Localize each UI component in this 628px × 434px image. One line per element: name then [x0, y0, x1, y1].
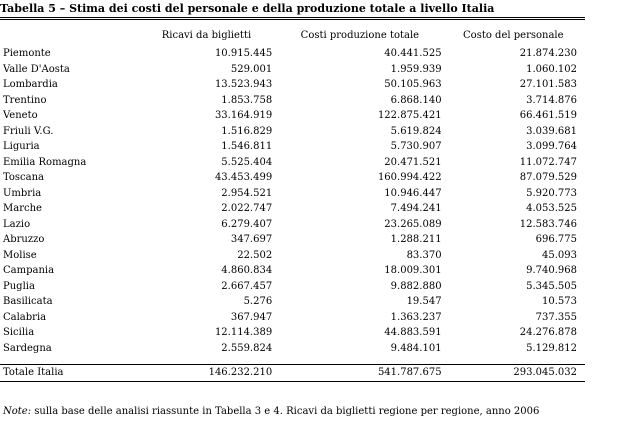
costi-cell: 6.868.140	[390, 94, 442, 106]
table-row	[0, 232, 585, 248]
costi-cell: 1.363.237	[390, 311, 442, 323]
footnote-text: sulla base delle analisi riassunte in Tabella 3 e 4. Ricavi da biglietti regione per regione, anno 2006	[31, 406, 540, 417]
table-row	[0, 124, 585, 140]
region-cell: Lombardia	[3, 79, 58, 90]
ricavi-cell: 347.697	[230, 234, 273, 245]
table-row	[0, 62, 585, 78]
table-row	[0, 139, 585, 155]
table-row	[0, 155, 585, 171]
title-rule-bottom	[0, 19, 585, 20]
costi-cell: 7.494.241	[390, 203, 442, 214]
region-cell: Friuli V.G.	[3, 125, 54, 137]
personale-cell: 5.129.812	[526, 342, 577, 354]
region-cell: Piemonte	[3, 48, 51, 59]
region-cell: Emilia Romagna	[3, 156, 87, 168]
table-row	[0, 294, 585, 310]
personale-cell: 3.099.764	[526, 141, 577, 152]
footnote	[3, 406, 539, 417]
region-cell: Liguria	[3, 141, 40, 152]
total-row	[0, 365, 585, 382]
header-row	[0, 26, 585, 46]
region-cell: Sardegna	[3, 342, 52, 354]
costi-cell: 9.882.880	[390, 280, 442, 292]
table-row	[0, 93, 585, 109]
table-row	[0, 310, 585, 326]
ricavi-cell: 5.525.404	[221, 156, 273, 168]
region-cell: Trentino	[3, 94, 47, 106]
table-row	[0, 341, 585, 357]
table-row	[0, 46, 585, 62]
ricavi-cell: 2.022.747	[221, 203, 273, 214]
personale-cell: 5.345.505	[526, 280, 577, 292]
ricavi-cell: 1.853.758	[221, 94, 273, 106]
costi-cell: 20.471.521	[384, 156, 442, 168]
ricavi-cell: 529.001	[230, 63, 273, 75]
region-cell: Valle D'Aosta	[3, 63, 70, 75]
title-rule-top	[0, 17, 585, 18]
table-row	[0, 279, 585, 295]
region-cell: Basilicata	[3, 296, 53, 307]
region-cell: Campania	[3, 265, 55, 276]
ricavi-cell: 22.502	[237, 249, 273, 261]
costi-cell: 1.288.211	[390, 234, 442, 245]
costi-cell: 1.959.939	[390, 63, 442, 75]
ricavi-cell: 33.164.919	[214, 110, 273, 121]
personale-cell: 9.740.968	[526, 265, 577, 276]
personale-cell: 11.072.747	[519, 156, 577, 168]
region-cell: Umbria	[3, 187, 42, 199]
spacer-row	[0, 356, 585, 365]
total-ricavi: 146.232.210	[141, 365, 279, 382]
costi-cell: 5.730.907	[390, 141, 442, 152]
personale-cell: 3.714.876	[526, 94, 577, 106]
table-body	[0, 46, 585, 356]
total-personale: 293.045.032	[450, 365, 585, 382]
region-cell: Marche	[3, 203, 42, 214]
personale-cell: 66.461.519	[519, 110, 577, 121]
personale-cell: 12.583.746	[519, 218, 577, 230]
column-header-personale: Costo del personale	[463, 30, 564, 42]
region-cell: Veneto	[3, 110, 38, 121]
costi-cell: 19.547	[406, 296, 442, 307]
total-costi: 541.787.675	[278, 365, 449, 382]
ricavi-cell: 2.954.521	[221, 187, 273, 199]
personale-cell: 45.093	[542, 249, 577, 261]
ricavi-cell: 1.546.811	[221, 141, 273, 152]
ricavi-cell: 2.559.824	[221, 342, 273, 354]
table-row	[0, 263, 585, 279]
ricavi-cell: 43.453.499	[214, 172, 273, 183]
ricavi-cell: 12.114.389	[214, 327, 273, 338]
costi-cell: 122.875.421	[377, 110, 442, 121]
region-cell: Calabria	[3, 311, 47, 323]
personale-cell: 696.775	[535, 234, 577, 245]
costi-cell: 50.105.963	[384, 79, 442, 90]
personale-cell: 24.276.878	[519, 327, 577, 338]
costi-cell: 18.009.301	[384, 265, 442, 276]
personale-cell: 5.920.773	[526, 187, 577, 199]
table-row	[0, 325, 585, 341]
costi-cell: 160.994.422	[377, 172, 442, 183]
costi-cell: 23.265.089	[384, 218, 442, 230]
column-header-region	[0, 26, 141, 46]
table-title: Tabella 5 – Stima dei costi del personale e della produzione totale a livello Italia	[0, 2, 495, 15]
personale-cell: 3.039.681	[526, 125, 577, 137]
costi-cell: 44.883.591	[384, 327, 442, 338]
column-header-costi: Costi produzione totale	[300, 30, 420, 42]
ricavi-cell: 367.947	[230, 311, 273, 323]
personale-cell: 1.060.102	[526, 63, 577, 75]
region-cell: Toscana	[3, 172, 45, 183]
ricavi-cell: 10.915.445	[214, 48, 273, 59]
table-row	[0, 201, 585, 217]
region-cell: Sicilia	[3, 327, 35, 338]
region-cell: Puglia	[3, 280, 35, 292]
personale-cell: 4.053.525	[526, 203, 577, 214]
table-row	[0, 108, 585, 124]
table-row	[0, 248, 585, 264]
total-label: Totale Italia	[0, 365, 141, 382]
data-table	[0, 26, 585, 382]
ricavi-cell: 6.279.407	[221, 218, 273, 230]
ricavi-cell: 1.516.829	[221, 125, 273, 137]
costi-cell: 10.946.447	[384, 187, 442, 199]
column-header-ricavi: Ricavi da biglietti	[161, 30, 252, 42]
region-cell: Lazio	[3, 218, 31, 230]
footnote-label: Note:	[3, 406, 32, 417]
table-row	[0, 77, 585, 93]
personale-cell: 737.355	[535, 311, 577, 323]
ricavi-cell: 4.860.834	[221, 265, 273, 276]
table-row	[0, 217, 585, 233]
table-row	[0, 186, 585, 202]
table-row	[0, 170, 585, 186]
personale-cell: 87.079.529	[519, 172, 577, 183]
ricavi-cell: 13.523.943	[214, 79, 273, 90]
costi-cell: 83.370	[406, 249, 442, 261]
costi-cell: 40.441.525	[384, 48, 442, 59]
personale-cell: 27.101.583	[519, 79, 577, 90]
region-cell: Molise	[3, 249, 37, 261]
ricavi-cell: 5.276	[243, 296, 273, 307]
costi-cell: 5.619.824	[390, 125, 442, 137]
costi-cell: 9.484.101	[390, 342, 442, 354]
region-cell: Abruzzo	[3, 234, 45, 245]
ricavi-cell: 2.667.457	[221, 280, 273, 292]
personale-cell: 21.874.230	[519, 48, 577, 59]
personale-cell: 10.573	[542, 296, 577, 307]
